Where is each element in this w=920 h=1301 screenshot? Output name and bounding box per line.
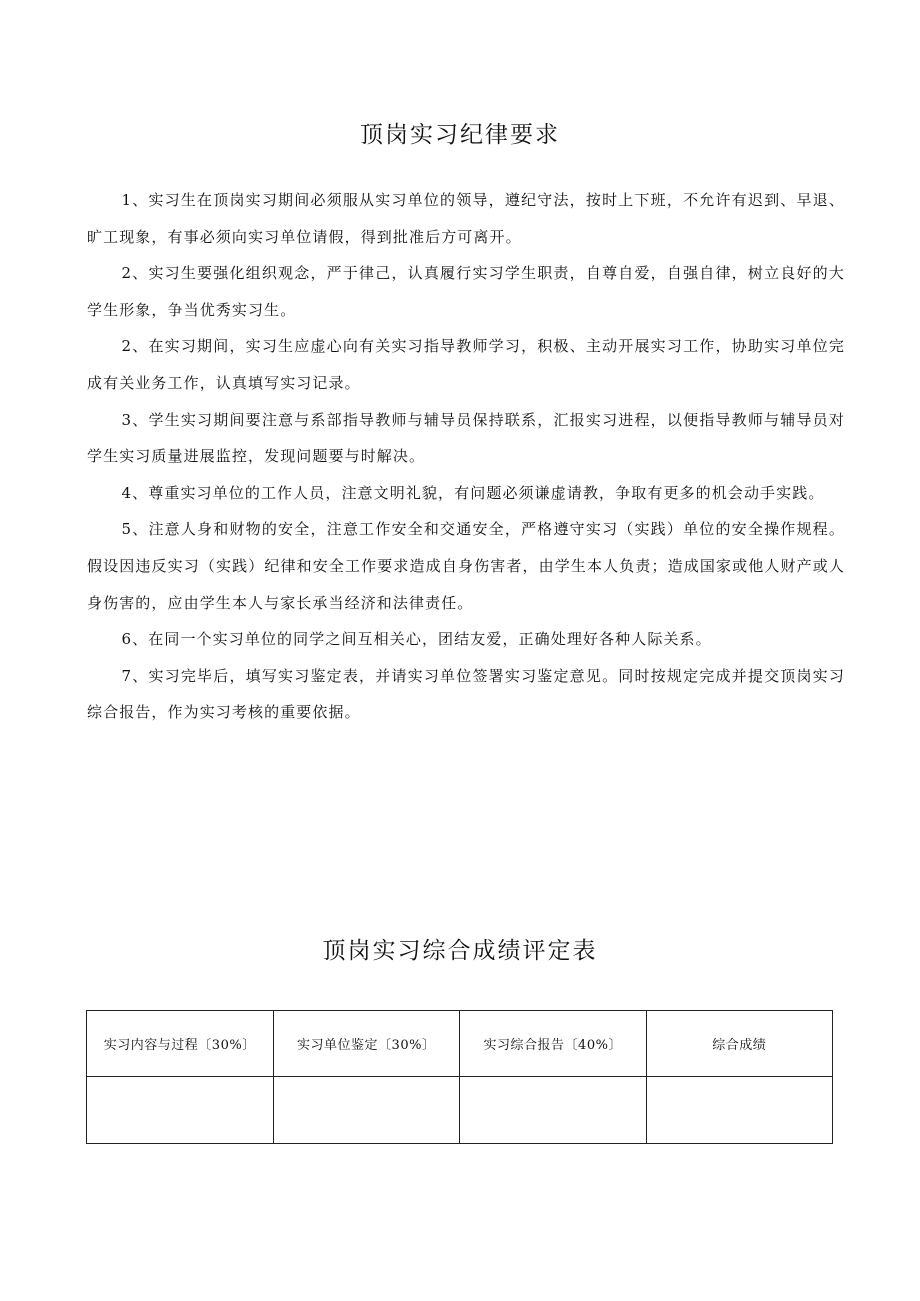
discipline-paragraph-4: 3、学生实习期间要注意与系部指导教师与辅导员保持联系，汇报实习进程，以便指导教师与辅导员对学生实习质量进展监控，发现问题要与时解决。 <box>87 410 845 466</box>
table-header-row <box>87 1011 833 1077</box>
table-value-row <box>87 1077 833 1144</box>
value-cell-total <box>646 1077 833 1144</box>
discipline-paragraph-8: 7、实习完毕后，填写实习鉴定表，并请实习单位签署实习鉴定意见。同时按规定完成并提交顶岗实习综合报告，作为实习考核的重要依据。 <box>87 666 845 722</box>
discipline-paragraph-2: 2、实习生要强化组织观念，严于律己，认真履行实习学生职责，自尊自爱，自强自律，树立良好的大学生形象，争当优秀实习生。 <box>87 264 845 319</box>
discipline-paragraph-3: 2、在实习期间，实习生应虚心向有关实习指导教师学习，积极、主动开展实习工作，协助实习单位完成有关业务工作，认真填写实习记录。 <box>87 337 845 392</box>
discipline-paragraph-1: 1、实习生在顶岗实习期间必须服从实习单位的领导，遵纪守法，按时上下班，不允许有迟到、早退、旷工现象，有事必须向实习单位请假，得到批准后方可离开。 <box>87 191 845 246</box>
value-cell-process <box>87 1077 274 1144</box>
header-cell-total: 综合成绩 <box>646 1011 833 1077</box>
header-cell-process: 实习内容与过程〔30%〕 <box>87 1011 274 1077</box>
discipline-paragraph-7: 6、在同一个实习单位的同学之间互相关心，团结友爱，正确处理好各种人际关系。 <box>121 630 712 649</box>
header-cell-unit-appraisal: 实习单位鉴定〔30%〕 <box>273 1011 460 1077</box>
discipline-paragraph-6: 5、注意人身和财物的安全，注意工作安全和交通安全，严格遵守实习（实践）单位的安全操作规程。假设因违反实习（实践）纪律和安全工作要求造成自身伤害者，由学生本人负责；造成国家或他人财产或人身伤害的，应由学生本人与家长承当经济和法律责任。 <box>87 520 845 612</box>
discipline-title: 顶岗实习纪律要求 <box>360 122 560 148</box>
discipline-body <box>87 182 845 731</box>
score-table-title: 顶岗实习综合成绩评定表 <box>322 938 598 964</box>
value-cell-unit-appraisal <box>273 1077 460 1144</box>
header-cell-report: 实习综合报告〔40%〕 <box>460 1011 647 1077</box>
value-cell-report <box>460 1077 647 1144</box>
discipline-paragraph-5: 4、尊重实习单位的工作人员，注意文明礼貌，有问题必须谦虚请教，争取有更多的机会动手实践。 <box>121 483 825 502</box>
score-evaluation-table <box>86 1010 833 1144</box>
